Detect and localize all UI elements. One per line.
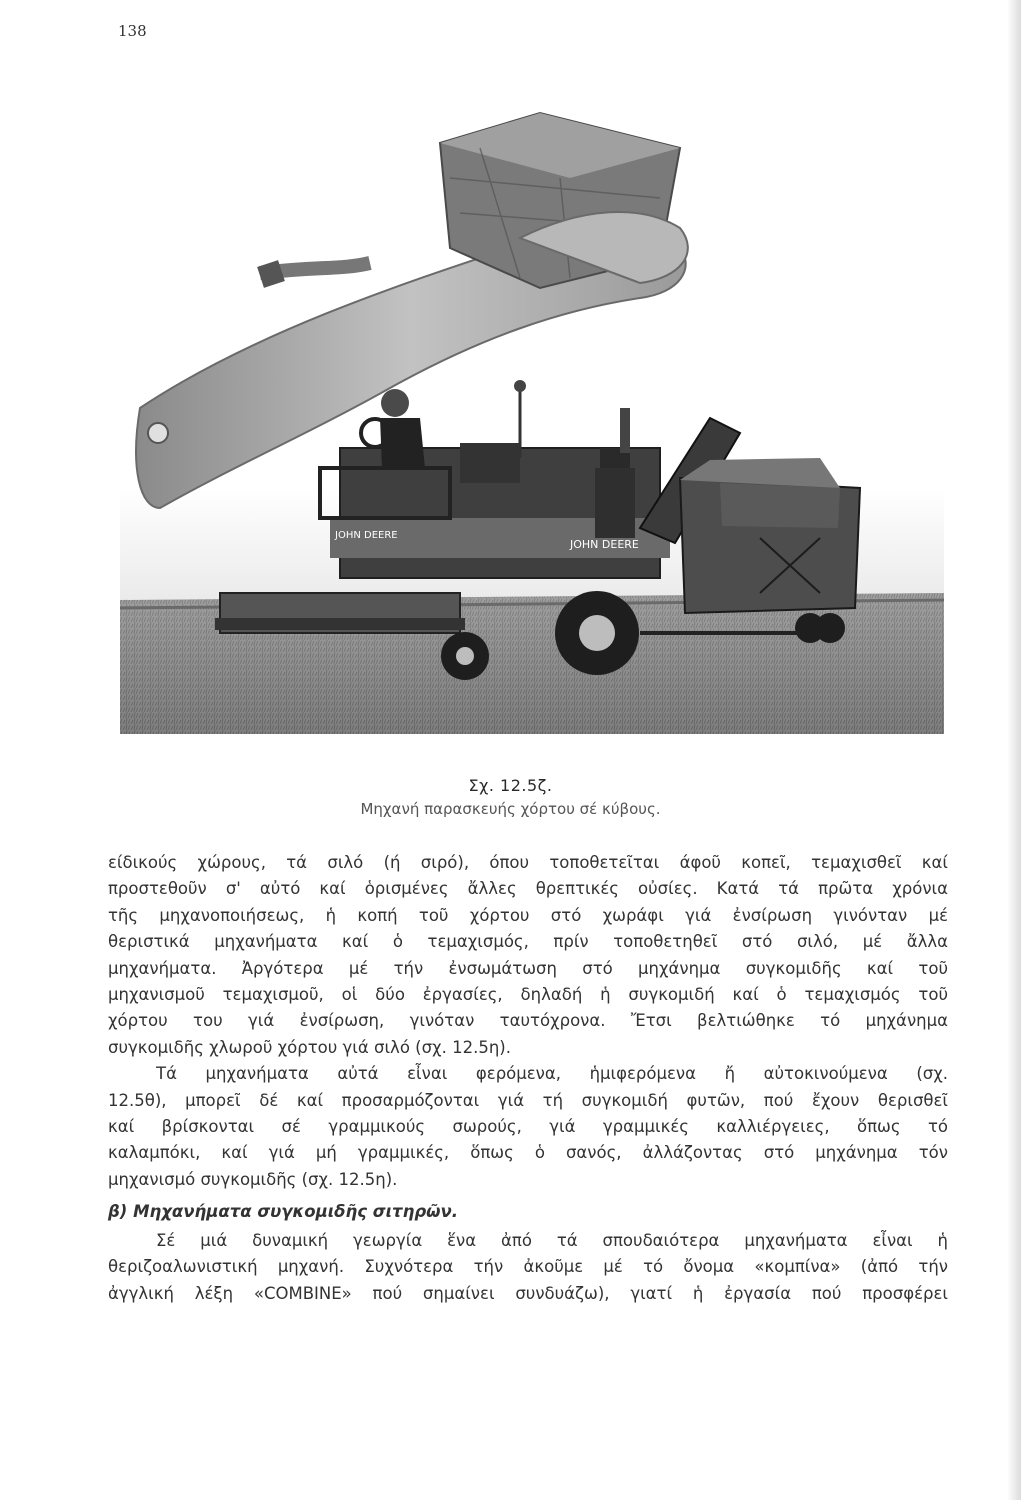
- page-edge-shadow: [1007, 0, 1021, 1500]
- page-number: 138: [118, 22, 147, 40]
- text-line: τῆς μηχανοποιήσεως, ἡ κοπή τοῦ χόρτου στό χωράφι γιά ἐνσίρωση γινόνταν μέ: [108, 905, 948, 925]
- figure-number: Σχ. 12.5ζ.: [468, 776, 553, 795]
- text-line: μηχανισμοῦ τεμαχισμοῦ, οἱ δύο ἐργασίες, δηλαδή ἡ συγκομιδή καί ὁ τεμαχισμός τοῦ: [108, 985, 948, 1005]
- text-line: είδικούς χώρους, τά σιλό (ή σιρό), όπου τοποθετεῖται άφοῦ κοπεῖ, τεμαχισθεῖ καί: [108, 853, 948, 872]
- figure-photo: [120, 88, 944, 734]
- brand-label-left: JOHN DEERE: [335, 530, 398, 541]
- text-line: χόρτου του γιά ἐνσίρωση, γινόταν ταυτόχρονα. Ἔτσι βελτιώθηκε τό μηχάνημα: [108, 1011, 948, 1031]
- text-line: θεριστικά μηχανήματα καί ὁ τεμαχισμός, πρίν τοποθετηθεῖ στό σιλό, μέ ἄλλα: [108, 932, 948, 952]
- figure-caption: Μηχανή παρασκευής χόρτου σέ κύβους.: [360, 800, 661, 818]
- photo-illustration: [120, 88, 944, 734]
- text-line: καλαμπόκι, καί γιά μή γραμμικές, ὅπως ὁ σανός, ἀλλάζοντας στό μηχάνημα τόν: [108, 1143, 948, 1163]
- brand-label-right: JOHN DEERE: [570, 538, 639, 551]
- text-line: ἀγγλική λέξη «COMBINE» πού σημαίνει συνδυάζω), γιατί ἡ ἐργασία πού προσφέρει: [108, 1283, 948, 1303]
- text-line: μηχανήματα. Ἀργότερα μέ τήν ἐνσωμάτωση στό μηχάνημα συγκομιδῆς καί τοῦ: [108, 958, 948, 978]
- text-line: καί βρίσκονται σέ γραμμικούς σωρούς, γιά γραμμικές καλλιέργειες, ὅπως τό: [108, 1117, 948, 1137]
- text-line: συγκομιδῆς χλωροῦ χόρτου γιά σιλό (σχ. 12.5η).: [108, 1037, 511, 1057]
- text-line: 12.5θ), μπορεῖ δέ καί προσαρμόζονται γιά τή συγκομιδή φυτῶν, πού ἔχουν θερισθεῖ: [108, 1090, 948, 1110]
- text-line: θεριζοαλωνιστική μηχανή. Συχνότερα τήν ἀκοῦμε μέ τό ὄνομα «κομπίνα» (ἀπό τήν: [108, 1257, 948, 1277]
- section-heading: β) Μηχανήματα συγκομιδῆς σιτηρῶν.: [108, 1202, 458, 1222]
- text-line: προστεθοῦν σ' αὐτό καί ὁρισμένες ἄλλες θρεπτικές οὐσίες. Κατά τά πρῶτα χρόνια: [108, 879, 948, 899]
- text-line: Σέ μιά δυναμική γεωργία ἕνα ἀπό τά σπουδαιότερα μηχανήματα εἶναι ἡ: [156, 1230, 948, 1250]
- body-text: [108, 850, 948, 1307]
- text-line: μηχανισμό συγκομιδῆς (σχ. 12.5η).: [108, 1169, 398, 1189]
- text-line: Τά μηχανήματα αὐτά εἶναι φερόμενα, ἡμιφερόμενα ἤ αὐτοκινούμενα (σχ.: [156, 1064, 948, 1084]
